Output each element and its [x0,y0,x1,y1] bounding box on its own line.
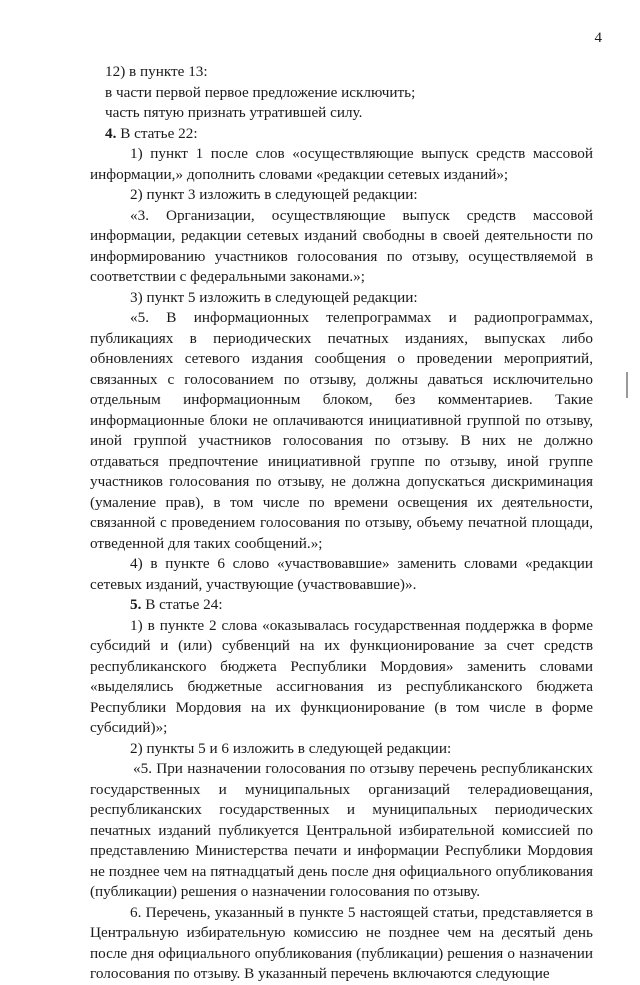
paragraph-text: часть пятую признать утратившей силу. [105,104,363,121]
section-number: 5. [130,596,146,613]
paragraph [90,595,593,616]
paragraph-text: «5. При назначении голосования по отзыву перечень республиканских государственных и муниципальных организаций телерадиовещания, республиканских государственных и муниципальных периодических печатных изданий публикуется Центральной избирательной комиссией по представлению Министерства печати и информации Республики Мордовия не позднее чем на пятнадцатый день после дня официального опубликования (публикации) решения о назначении голосования по отзыву. [90,760,593,900]
paragraph-text: 6. Перечень, указанный в пункте 5 настоящей статьи, представляется в Центральную избирательную комиссию не позднее чем на десятый день после дня официального опубликования (публикации) решения о назначении голосования по отзыву. В указанный перечень включаются следующие [90,903,593,982]
paragraph [90,739,593,760]
margin-mark [626,372,628,398]
section-number: 4. [105,124,121,142]
paragraph [90,759,593,903]
paragraph-text: 2) пункты 5 и 6 изложить в следующей редакции: [130,739,452,757]
paragraph-text: В статье 24: [145,596,223,613]
paragraph [90,144,593,185]
paragraph-text: «3. Организации, осуществляющие выпуск средств массовой информации, редакции сетевых изданий свободны в своей деятельности по информированию участников голосования по отзыву, осуществляемой в соответствии с федеральными законами.»; [90,206,593,285]
paragraph-text: 3) пункт 5 изложить в следующей редакции: [130,288,418,306]
paragraph-text: 1) в пункте 2 слова «оказывалась государственная поддержка в форме субсидий и (или) субвенций на их функционирование за счет средств республиканского бюджета Республики Мордовия» заменить словами «выделялись бюджетные ассигнования из республиканского бюджета Республики Мордовия на их функционирование (в том числе в форме субсидий)»; [90,616,593,736]
paragraph [90,83,593,104]
paragraph-text: в части первой первое предложение исключить; [105,83,416,101]
paragraph [90,554,593,595]
paragraph [90,124,593,145]
paragraph [90,288,593,309]
document-body [90,62,593,985]
paragraph-text: 4) в пункте 6 слово «участвовавшие» заменить словами «редакции сетевых изданий, участвующие (участвовавшие)». [90,555,593,593]
paragraph [90,103,593,124]
paragraph [90,185,593,206]
paragraph [90,616,593,739]
paragraph [90,206,593,288]
paragraph [90,903,593,985]
paragraph-text: «5. В информационных телепрограммах и радиопрограммах, публикациях в периодических печатных изданиях, выпусках либо обновлениях сетевого издания сообщения о проведении мероприятий, связанных с голосованием по отзыву, должны даваться исключительно отдельным информационным блоком, без комментариев. Такие информационные блоки не оплачиваются инициативной группой по отзыву, иной группой участников голосования по отзыву. В них не должно отдаваться предпочтение инициативной группе по отзыву, иной группе участников голосования по отзыву, не должна допускаться дискриминация (умаление прав), в том числе по времени освещения их деятельности, связанной с проведением голосования по отзыву, объему печатной площади, отведенной для таких сообщений.»; [90,309,593,552]
paragraph-text: В статье 22: [120,124,198,142]
page-number: 4 [594,30,602,46]
paragraph-text: 1) пункт 1 после слов «осуществляющие выпуск средств массовой информации,» дополнить словами «редакции сетевых изданий»; [90,145,593,183]
paragraph-text: 2) пункт 3 изложить в следующей редакции: [130,186,418,203]
paragraph [90,308,593,554]
paragraph [90,62,593,83]
paragraph-text: 12) в пункте 13: [105,63,208,80]
